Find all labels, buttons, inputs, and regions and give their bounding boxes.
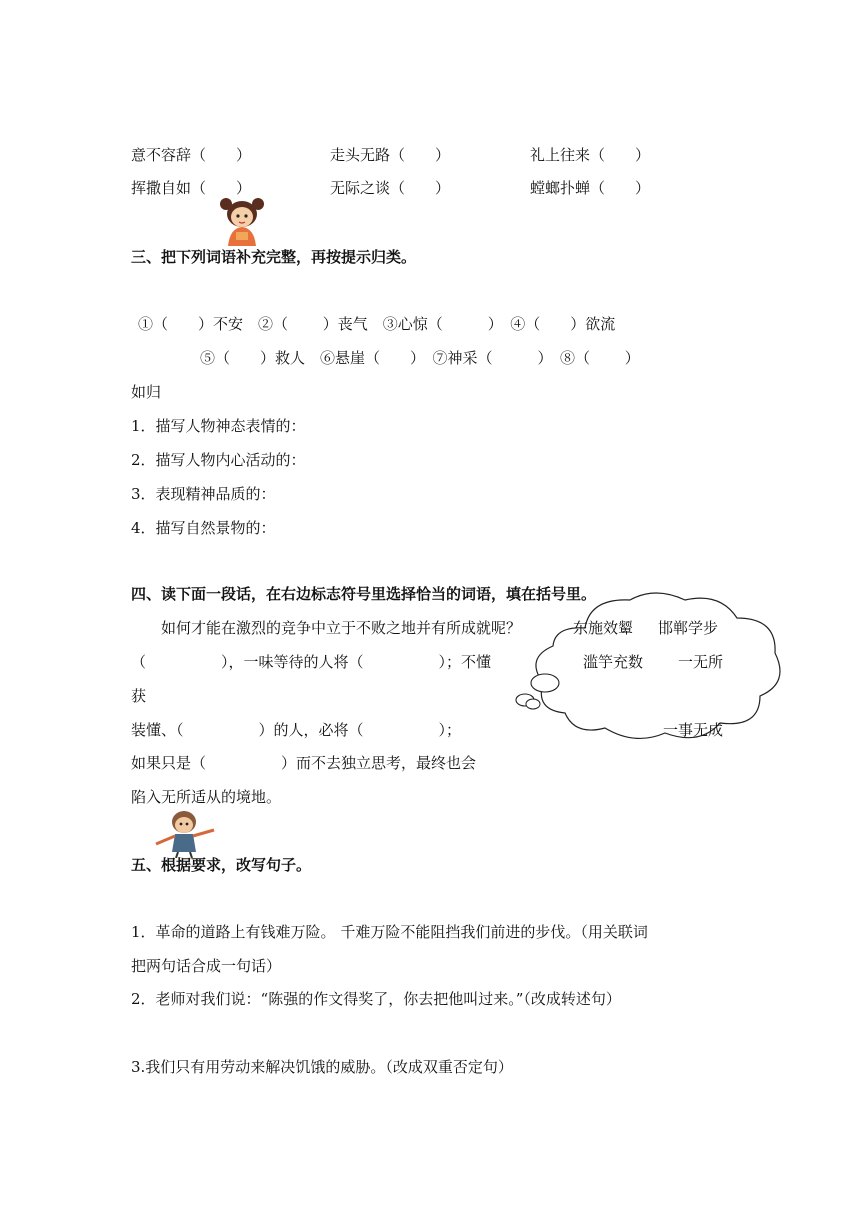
idiom-item: 意不容辞（ ） — [131, 146, 252, 164]
idiom-item: 无际之谈（ ） — [330, 179, 451, 197]
word-bank-item: 一事无成 — [663, 721, 724, 739]
idiom-item: 螳螂扑蝉（ ） — [530, 179, 651, 197]
section-5-title: 五、根据要求，改写句子。 — [131, 856, 312, 874]
section-4-paragraph-line: 如果只是（ ）而不去独立思考，最终也会 — [131, 754, 477, 772]
idiom-item: 挥撒自如（ ） — [131, 179, 252, 197]
section-4-paragraph-line: 陷入无所适从的境地。 — [131, 788, 282, 806]
category-item: 4．描写自然景物的： — [131, 519, 276, 537]
question-3: 3.我们只有用劳动来解决饥饿的威胁。（改成双重否定句） — [131, 1058, 513, 1076]
question-2: 2．老师对我们说：“陈强的作文得奖了，你去把他叫过来。”（改成转述句） — [131, 990, 621, 1008]
question-1-line-1: 1．革命的道路上有钱难万险。 千难万险不能阻挡我们前进的步伐。（用关联词 — [131, 923, 648, 941]
section-4-paragraph-line: （ ），一味等待的人将（ ）；不懂 — [131, 653, 492, 671]
section-3-items-line-1: ①（ ）不安 ②（ ）丧气 ③心惊（ ） ④（ ）欲流 — [138, 315, 616, 333]
boy-cartoon-image — [148, 808, 220, 858]
category-item: 1．描写人物神态表情的： — [131, 417, 306, 435]
idiom-item: 走头无路（ ） — [330, 146, 451, 164]
thought-cloud-shape — [505, 588, 790, 748]
category-item: 3．表现精神品质的： — [131, 485, 276, 503]
category-item: 2．描写人物内心活动的： — [131, 451, 306, 469]
idiom-item: 礼上往来（ ） — [530, 146, 651, 164]
word-bank-item: 邯郸学步 — [658, 619, 719, 637]
section-3-title: 三、把下列词语补充完整，再按提示归类。 — [131, 248, 417, 266]
section-4-paragraph-line: 获 — [131, 687, 147, 705]
word-bank-item: 一无所 — [678, 653, 724, 671]
section-4-paragraph-line: 装懂、（ ）的人，必将（ ）； — [131, 721, 462, 739]
word-bank-item: 东施效颦 — [573, 619, 634, 637]
word-bank-item: 滥竽充数 — [583, 653, 644, 671]
section-4-paragraph-line: 如何才能在激烈的竞争中立于不败之地并有所成就呢？ — [131, 619, 522, 637]
section-4-title: 四、读下面一段话，在右边标志符号里选择恰当的词语，填在括号里。 — [131, 585, 597, 603]
section-3-guide: 如归 — [131, 383, 162, 401]
question-1-line-2: 把两句话合成一句话） — [131, 957, 282, 975]
girl-cartoon-image — [214, 196, 270, 246]
section-3-items-line-2: ⑤（ ）救人 ⑥悬崖（ ） ⑦神采（ ） ⑧（ ） — [200, 349, 640, 367]
